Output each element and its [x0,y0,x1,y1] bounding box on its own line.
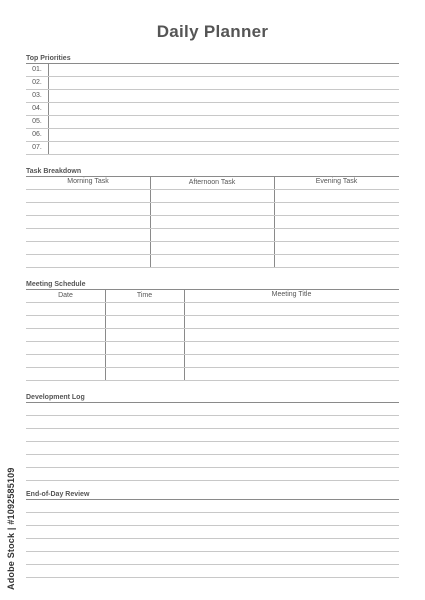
page-title: Daily Planner [156,22,269,41]
priority-number: 06. [32,131,42,138]
review-row-line [26,564,399,565]
review-row-line [26,551,399,552]
task-row-line [26,215,399,216]
devlog-row-line [26,480,399,481]
afternoon-task-header: Afternoon Task [188,179,236,186]
meetings-top-rule [26,289,399,290]
priority-number: 01. [32,66,42,73]
task-row-line [26,254,399,255]
review-row-line [26,538,399,539]
task-row-line [26,202,399,203]
task-row-line [26,267,399,268]
development-log-label: Development Log [26,394,85,401]
date-header: Date [58,292,73,299]
time-header: Time [136,292,153,299]
meeting-row-line [26,341,399,342]
review-row-line [26,512,399,513]
end-of-day-review-label: End-of-Day Review [26,491,90,498]
review-row-line [26,525,399,526]
priority-row-line [26,102,399,103]
meeting-row-line [26,315,399,316]
priority-number: 05. [32,118,42,125]
priority-number: 07. [32,144,42,151]
priority-number: 02. [32,79,42,86]
morning-task-header: Morning Task [67,178,109,185]
devlog-row-line [26,467,399,468]
priority-row-line [26,154,399,155]
priority-row-line [26,76,399,77]
task-row-line [26,241,399,242]
meeting-row-line [26,302,399,303]
meeting-row-line [26,328,399,329]
meeting-row-line [26,380,399,381]
meeting-row-line [26,367,399,368]
task-row-line [26,228,399,229]
top-priorities-label: Top Priorities [26,55,71,62]
review-top-rule [26,499,399,500]
priority-number: 03. [32,92,42,99]
stock-id-watermark: Adobe Stock | #1092585109 [6,467,16,590]
task-breakdown-label: Task Breakdown [26,168,82,175]
devlog-row-line [26,415,399,416]
tasks-top-rule [26,176,399,177]
devlog-row-line [26,428,399,429]
priority-number: 04. [32,105,42,112]
priorities-top-rule [26,63,399,64]
task-row-line [26,189,399,190]
evening-task-header: Evening Task [315,178,358,185]
devlog-top-rule [26,402,399,403]
priority-row-line [26,115,399,116]
meeting-schedule-label: Meeting Schedule [26,281,86,288]
review-row-line [26,577,399,578]
devlog-row-line [26,454,399,455]
meeting-row-line [26,354,399,355]
priority-row-line [26,89,399,90]
devlog-row-line [26,441,399,442]
priority-row-line [26,141,399,142]
meeting-title-header: Meeting Title [271,291,312,298]
priority-row-line [26,128,399,129]
